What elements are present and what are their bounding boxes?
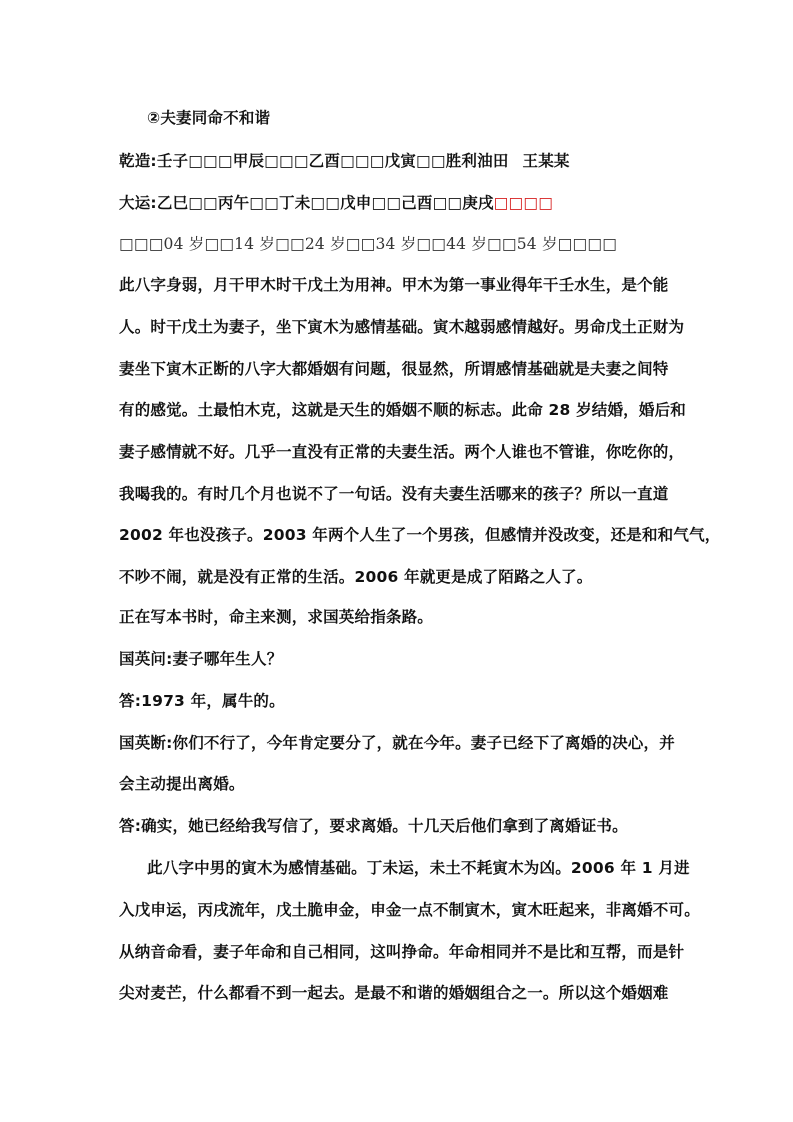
luck-cycle-line	[119, 193, 553, 213]
luck-cycle-label: 大运:	[119, 194, 157, 212]
body-line: 不吵不闹，就是没有正常的生活。2006 年就更是成了陌路之人了。	[119, 568, 593, 586]
luck-cycle-red-boxes: □□□□	[493, 194, 554, 212]
dialogue-line: 答:确实，她已经给我写信了，要求离婚。十几天后他们拿到了离婚证书。	[119, 817, 628, 835]
dialogue-line: 会主动提出离婚。	[119, 775, 245, 793]
birth-chart-name: 王某某	[522, 152, 570, 170]
body-line: 此八字身弱，月干甲木时干戊土为用神。甲木为第一事业得年干壬水生，是个能	[119, 276, 669, 294]
body-line: 妻坐下寅木正断的八字大都婚姻有问题，很显然，所谓感情基础就是夫妻之间特	[119, 360, 669, 378]
analysis-line: 从纳音命看，妻子年命和自己相同，这叫挣命。年命相同并不是比和互帮，而是针	[119, 943, 685, 961]
body-line: 妻子感情就不好。几乎一直没有正常的夫妻生活。两个人谁也不管谁，你吃你的，	[119, 443, 685, 461]
dialogue-line: 答:1973 年，属牛的。	[119, 692, 285, 710]
analysis-line: 入戊申运，丙戌流年，戊土脆申金，申金一点不制寅木，寅木旺起来，非离婚不可。	[119, 901, 700, 919]
dialogue-line: 国英问:妻子哪年生人？	[119, 650, 283, 668]
body-line: 有的感觉。土最怕木克，这就是天生的婚姻不顺的标志。此命 28 岁结婚，婚后和	[119, 401, 686, 419]
body-line: 我喝我的。有时几个月也说不了一句话。没有夫妻生活哪来的孩子？所以一直道	[119, 485, 669, 503]
dialogue-line: 国英断:你们不行了，今年肯定要分了，就在今年。妻子已经下了离婚的决心，并	[119, 734, 675, 752]
ages-line: □□□04 岁□□14 岁□□24 岁□□34 岁□□44 岁□□54 岁□□□□	[119, 235, 618, 253]
analysis-line: 此八字中男的寅木为感情基础。丁未运，未土不耗寅木为凶。2006 年 1 月进	[147, 859, 690, 877]
section-heading: ②夫妻同命不和谐	[147, 109, 271, 127]
birth-chart-line	[119, 151, 570, 171]
luck-cycle-pillars: 乙巳□□丙午□□丁未□□戊申□□己酉□□庚戌	[156, 194, 494, 212]
birth-chart-pillars: 壬子□□□甲辰□□□乙酉□□□戊寅□□	[156, 152, 446, 170]
analysis-line: 尖对麦芒，什么都看不到一起去。是最不和谐的婚姻组合之一。所以这个婚姻难	[119, 984, 669, 1002]
birth-chart-label: 乾造:	[119, 152, 157, 170]
dialogue-line: 正在写本书时，命主来测，求国英给指条路。	[119, 608, 434, 626]
body-line: 2002 年也没孩子。2003 年两个人生了一个男孩，但感情并没改变，还是和和气气，	[119, 526, 721, 544]
body-line: 人。时干戊土为妻子，坐下寅木为感情基础。寅木越弱感情越好。男命戊土正财为	[119, 318, 685, 336]
birth-chart-note: 胜利油田	[445, 152, 509, 170]
